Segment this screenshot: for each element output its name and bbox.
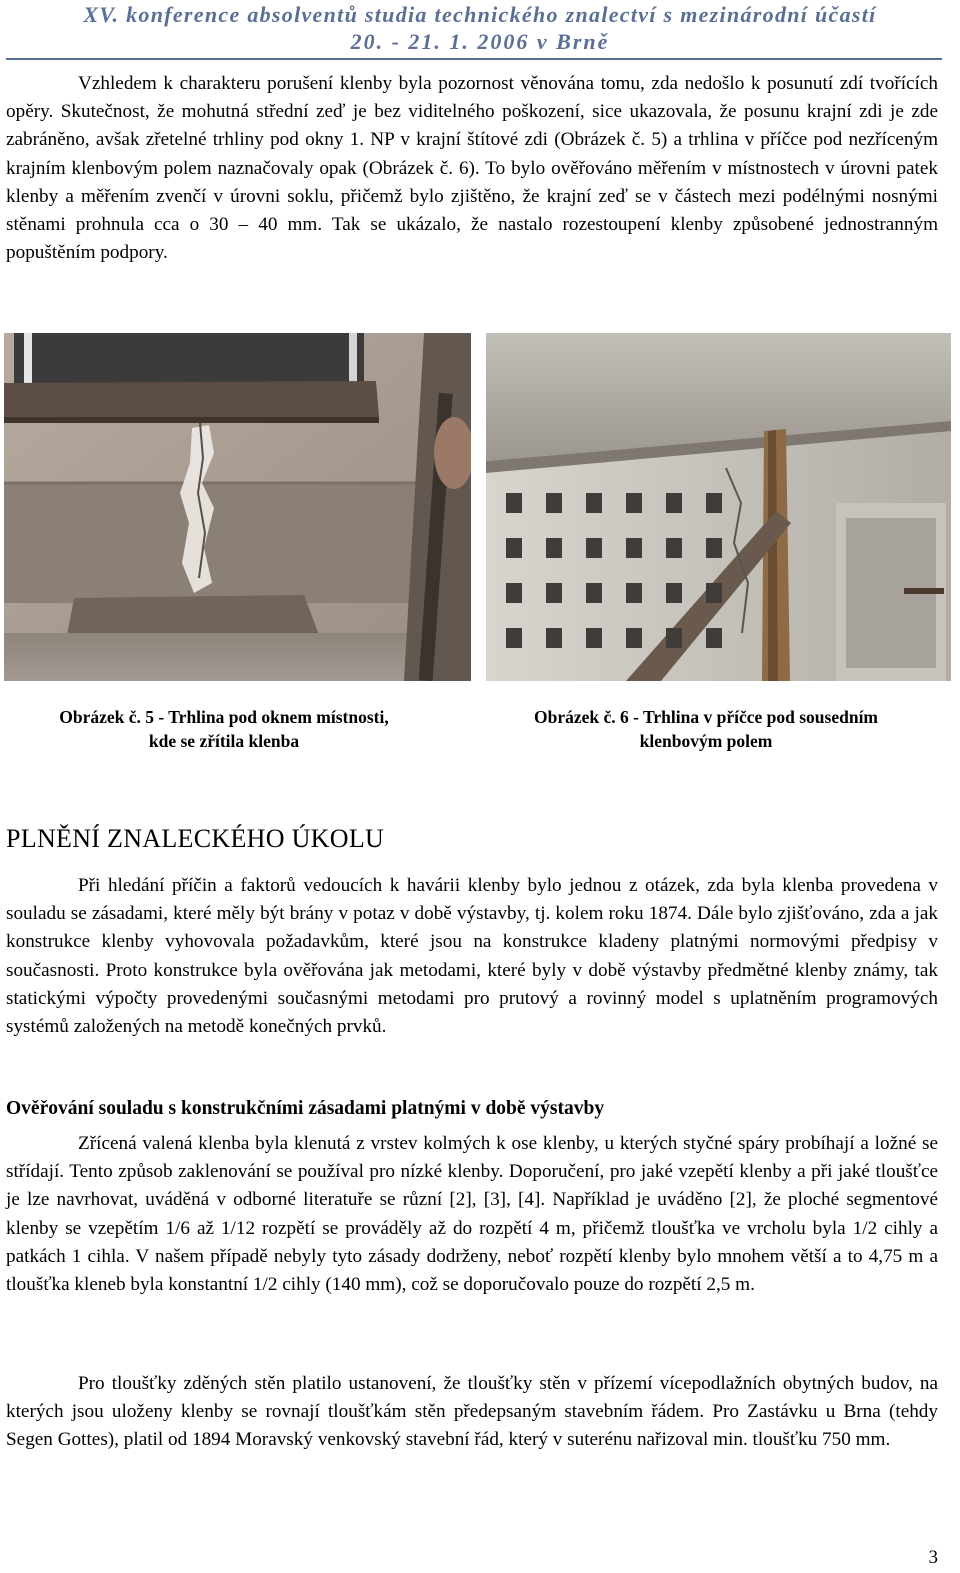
figure-5-caption-line1: Obrázek č. 5 - Trhlina pod oknem místnosti, (59, 707, 389, 727)
subsection-title: Ověřování souladu s konstrukčními zásadami platnými v době výstavby (6, 1098, 605, 1119)
subsection-paragraph-1-text: Zřícená valená klenba byla klenutá z vrstev kolmých k ose klenby, u kterých styčné spáry probíhají a ložné se střídají. Tento způsob zaklenování se používal pro nízké klenby. Doporučení, pro jaké vzepětí klenby a při jaké tloušťce je lze navrhovat, uváděná v odborné literatuře se různí [2], [3], [4]. Například je uváděno [2], že ploché segmentové klenby se vzepětím 1/6 až 1/12 rozpětí se prováděly až do rozpětí 4 m, přičemž tloušťka ve vrcholu byla 1/2 cihly a patkách 1 cihla. V našem případě nebyly tyto zásady dodrženy, neboť rozpětí klenby bylo mnohem větší a to 4,75 m a tloušťka kleneb byla konstantní 1/2 cihly (140 mm), což se doporučovalo pouze do rozpětí 2,5 m. (6, 1133, 938, 1296)
subsection-paragraph-2-text: Pro tloušťky zděných stěn platilo ustanovení, že tloušťky stěn v přízemí vícepodlažních obytných budov, na kterých jsou uloženy klenby se rovnají tloušťkám stěn předepsaným stavebním řádem. Pro Zastávku u Brna (tehdy Segen Gottes), platil od 1894 Moravský venkovský stavební řád, který v suterénu nařizoval min. tloušťku 750 mm. (6, 1373, 938, 1451)
figure-6-photo (486, 333, 951, 681)
figure-6-caption-line1: Obrázek č. 6 - Trhlina v příčce pod sousedním (533, 707, 879, 727)
section-paragraph-text: Při hledání příčin a faktorů vedoucích k havárii klenby bylo jednou z otázek, zda byla klenba provedena v souladu se zásadami, které měly být brány v potaz v době výstavby, tj. kolem roku 1874. Dále bylo zjišťováno, zda a jak konstrukce klenby vyhovovala požadavkům, které jsou na konstrukce kladeny platnými normovými předpisy v současnosti. Proto konstrukce byla ověřována jak metodami, které byly v době výstavby předmětné klenby známy, tak statickými výpočty provedenými současnými metodami pro prutový a rovinný model s uplatněním programových systémů založených na metodě konečných prvků. (6, 875, 938, 1038)
header-conference-title: XV. konference absolventů studia technického znalectví s mezinárodní účastí (83, 2, 877, 27)
intro-paragraph (6, 70, 938, 267)
figure-5-caption (4, 705, 444, 753)
figure-5-caption-line2: kde se zřítila klenba (148, 731, 300, 751)
page-header (0, 0, 960, 56)
figure-5-photo (4, 333, 471, 681)
figure-6-caption-line2: klenbovým polem (639, 731, 773, 751)
figure-6-caption (486, 705, 926, 753)
wall-crack-under-window-image (4, 333, 471, 681)
intro-paragraph-text: Vzhledem k charakteru porušení klenby byla pozornost věnována tomu, zda nedošlo k posunutí zdí tvořících opěry. Skutečnost, že mohutná střední zeď je bez viditelného poškození, sice ukazovala, že posunu krajní zdi je zde zabráněno, avšak zřetelné trhliny pod okny 1. NP v krajní štítové zdi (Obrázek č. 5) a trhlina v příčce pod nezříceným krajním klenbovým polem naznačovaly opak (Obrázek č. 6). To bylo ověřováno měřením v místnostech v úrovni patek klenby a měřením zvenčí v úrovni soklu, přičemž bylo zjištěno, že krajní zeď se v částech mezi podélnými nosnými stěnami prohnula cca o 30 – 40 mm. Tak se ukázalo, že nastalo rozestoupení klenby způsobené jednostranným popuštěním podpory. (6, 73, 938, 264)
page-number: 3 (928, 1547, 938, 1568)
header-divider (6, 58, 942, 60)
subsection-paragraph-1 (6, 1130, 938, 1299)
partition-crack-image (486, 333, 951, 681)
header-date-place: 20. - 21. 1. 2006 v Brně (350, 29, 610, 54)
section-title: PLNĚNÍ ZNALECKÉHO ÚKOLU (6, 824, 385, 853)
subsection-paragraph-2 (6, 1370, 938, 1455)
section-paragraph (6, 872, 938, 1041)
